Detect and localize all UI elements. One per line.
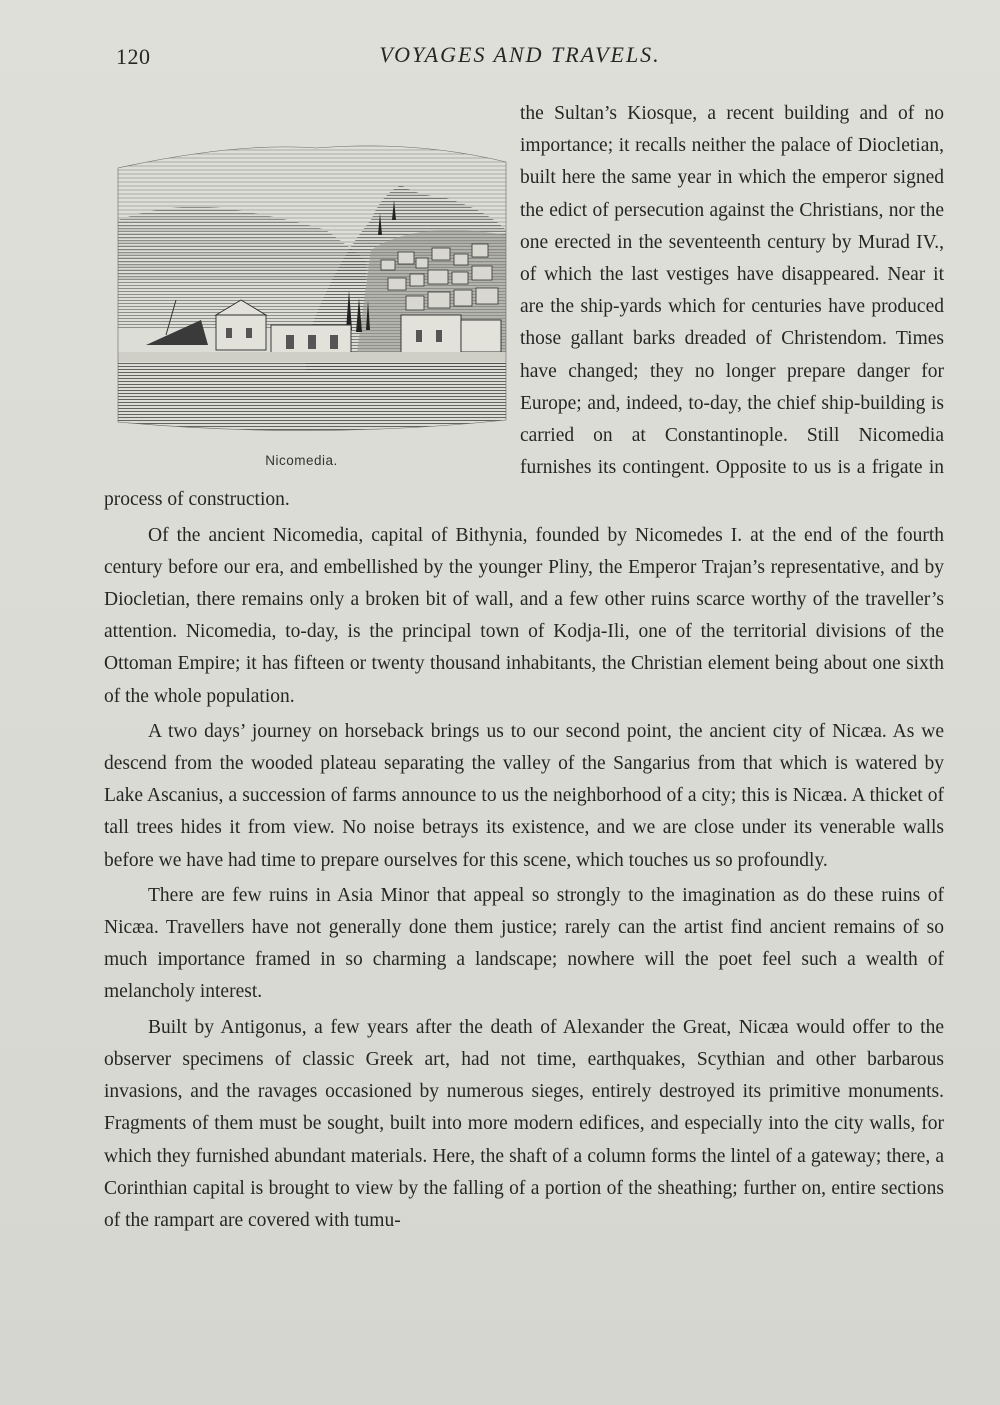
figure-caption: Nicomedia. [265, 453, 338, 468]
paragraph: Of the ancient Nicomedia, capital of Bithynia, founded by Nicomedes I. at the end of the fourth century before our era, and embellished by the younger Pliny, the Emperor Trajan’s representative, and by Diocletian, there remains only a broken bit of wall, and a few other ruins scarce worthy of the traveller’s attention. Nicomedia, to-day, is the principal town of Kodja-Ili, one of the territorial divisions of the Ottoman Empire; it has fifteen or twenty thousand inhabitants, the Christian element being about one sixth of the whole population. [104, 524, 944, 707]
running-title: VOYAGES AND TRAVELS. [379, 42, 661, 67]
paragraph: There are few ruins in Asia Minor that appeal so strongly to the imagination as do these ruins of Nicæa. Travellers have not generally done them justice; rarely can the artist find ancient remains of so much importance framed in so charming a landscape; nowhere will the poet feel such a wealth of melancholy interest. [104, 884, 944, 1003]
page-number: 120 [116, 44, 151, 69]
nicomedia-engraving [116, 140, 508, 440]
paragraph: the Sultan’s Kiosque, a recent building and of no importance; it recalls neither the palace of Diocletian, built here the same year in which the emperor signed the edict of persecution against the Christians, nor the one erected in the seventeenth century by Murad IV., of which the last vestiges have disappeared. Near it are the ship-yards which for centuries have produced those gallant barks dreaded of Christendom. Times have changed; they no longer prepare danger for Europe; and, indeed, to-day, the chief ship-building is carried on at Constantinople. Still Nicomedia furnishes its contingent. Opposite to us is a frigate in process of construction. [104, 103, 944, 511]
figure-nicomedia [104, 98, 520, 476]
paragraph: A two days’ journey on horseback brings us to our second point, the ancient city of Nicæa. As we descend from the wooded plateau separating the valley of the Sangarius from that which is watered by Lake Ascanius, a succession of farms announce to us the neighborhood of a city; this is Nicæa. A thicket of tall trees hides it from view. No noise betrays its existence, and we are close under its venerable walls before we have had time to prepare ourselves for this scene, which touches us so profoundly. [104, 720, 944, 871]
body-text [104, 98, 944, 1237]
paragraph: Built by Antigonus, a few years after the death of Alexander the Great, Nicæa would offer to the observer specimens of classic Greek art, had not time, earthquakes, Scythian and other barbarous invasions, and the ravages occasioned by numerous sieges, entirely destroyed its primitive monuments. Fragments of them must be sought, built into more modern edifices, and especially into the city walls, for which they furnished abundant materials. Here, the shaft of a column forms the lintel of a gateway; there, a Corinthian capital is brought to view by the falling of a portion of the sheathing; further on, entire sections of the rampart are covered with tumu- [104, 1016, 944, 1231]
